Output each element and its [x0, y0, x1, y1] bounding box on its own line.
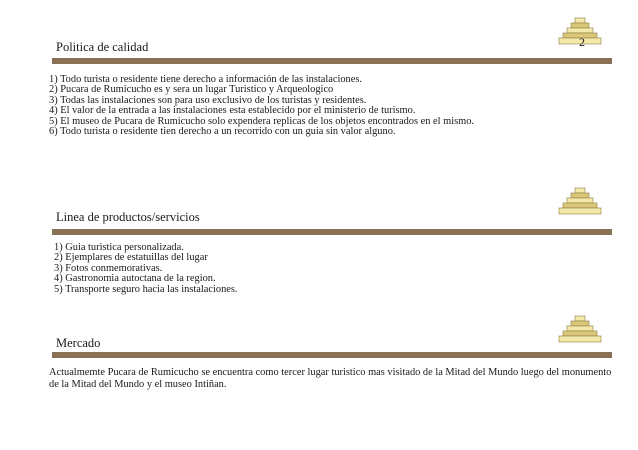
- section-divider: [52, 352, 612, 358]
- section-title-mercado: Mercado: [56, 336, 101, 350]
- list-item: 5) Transporte seguro hacia las instalaciones.: [54, 283, 238, 295]
- section-divider: [52, 229, 612, 235]
- pyramid-logo-icon: [556, 314, 604, 344]
- list-item: 4) El valor de la entrada a las instalaciones esta establecido por el ministerio de turismo.: [49, 105, 416, 117]
- products-services-list: [54, 243, 238, 295]
- list-item: 4) Gastronomia autoctana de la region.: [54, 273, 216, 285]
- list-item: 3) Fotos conmemorativas.: [54, 262, 163, 274]
- list-item: 2) Ejemplares de estatuillas del lugar: [54, 252, 208, 264]
- page-number: 2: [579, 35, 585, 49]
- market-paragraph: Actualmemte Pucara de Rumicucho se encuentra como tercer lugar turistico mas visitado de la Mitad del Mundo luego del monumento de la Mitad del Mundo y el museo Intiñan.: [49, 367, 612, 390]
- list-item: 3) Todas las instalaciones son para uso exclusivo de los turistas y residentes.: [49, 94, 367, 106]
- quality-policy-list: [49, 75, 474, 137]
- section-title-productos: Linea de productos/servicios: [56, 210, 200, 224]
- list-item: 1) Guia turistica personalizada.: [54, 242, 184, 253]
- list-item: 2) Pucara de Rumicucho es y sera un lugar Turistico y Arqueologico: [49, 84, 334, 96]
- list-item: 1) Todo turista o residente tiene derecho a información de las instalaciones.: [49, 74, 363, 85]
- section-divider: [52, 58, 612, 64]
- section-title-politica: Politica de calidad: [56, 40, 149, 54]
- pyramid-logo-icon: [556, 186, 604, 216]
- list-item: 6) Todo turista o residente tien derecho a un recorrido con un guia sin valor alguno.: [49, 126, 396, 138]
- list-item: 5) El museo de Pucara de Rumicucho solo expendera replicas de los objetos encontrados en el mismo.: [49, 115, 475, 127]
